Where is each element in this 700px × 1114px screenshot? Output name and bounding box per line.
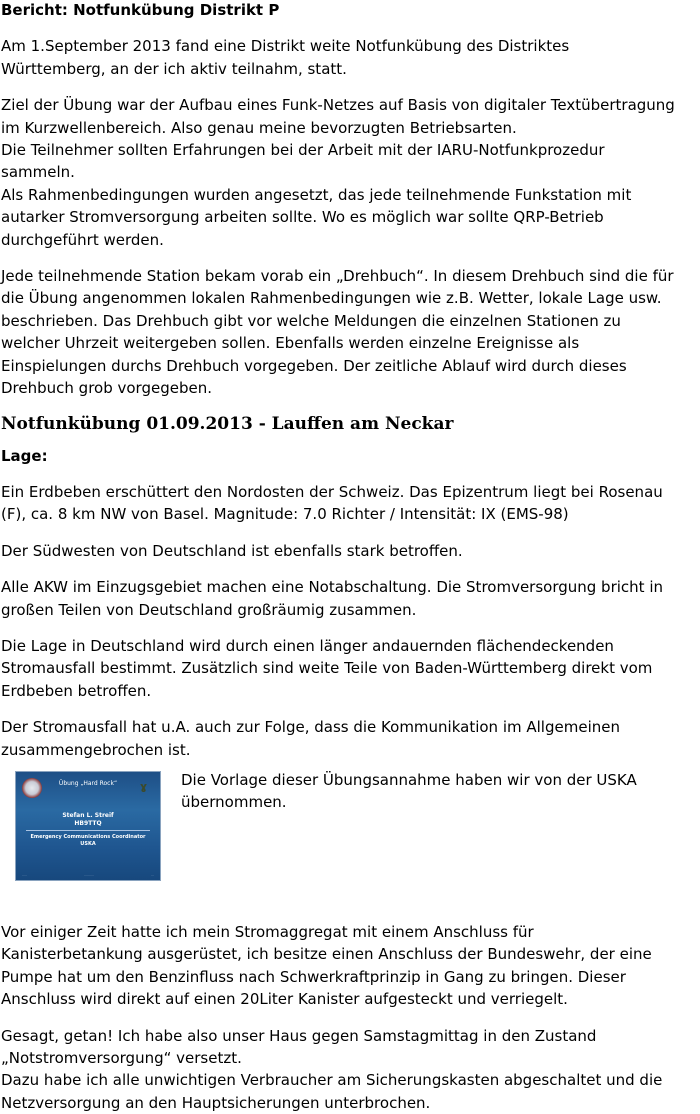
text-line: Kanisterbetankung ausgerüstet, ich besitze einen Anschluss der Bundeswehr, der eine — [1, 945, 652, 964]
akw-paragraph — [1, 576, 700, 621]
text-line: Ein Erdbeben erschüttert den Nordosten der Schweiz. Das Epizentrum liegt bei Rosenau — [1, 482, 663, 501]
text-line: Die Teilnehmer sollten Erfahrungen bei der Arbeit mit der IARU-Notfunkprozedur — [1, 141, 605, 160]
text-line: Einspielungen durchs Drehbuch vorgegeben. Der zeitliche Ablauf wird durch dieses — [1, 356, 627, 375]
script-paragraph — [1, 265, 700, 399]
text-line: Netzversorgung an den Hauptsicherungen unterbrochen. — [1, 1093, 431, 1112]
text-line: sammeln. — [1, 163, 75, 182]
slide-title: Übung „Hard Rock“ — [58, 779, 118, 787]
slide-role — [16, 834, 160, 848]
figure-caption — [181, 769, 681, 814]
germany-paragraph — [1, 635, 700, 702]
exercise-heading: Notfunkübung 01.09.2013 - Lauffen am Neckar — [1, 413, 454, 434]
text-line: Die Vorlage dieser Übungsannahme haben wir von der USKA — [181, 770, 637, 789]
text-line: beschrieben. Das Drehbuch gibt vor welche Meldungen die einzelnen Stationen zu — [1, 311, 621, 330]
intro-paragraph — [1, 35, 700, 80]
report-title: Bericht: Notfunkübung Distrikt P — [1, 1, 280, 19]
text-line: Jede teilnehmende Station bekam vorab ein „Drehbuch“. In diesem Drehbuch sind die für — [1, 267, 674, 286]
text-line: Pumpe hat um den Benzinfluss nach Schwerkraftprinzip in Gang zu bringen. Dieser — [1, 967, 626, 986]
slide-role-org: USKA — [80, 840, 96, 847]
goal-paragraph — [1, 94, 700, 251]
southwest-paragraph: Der Südwesten von Deutschland ist ebenfalls stark betroffen. — [1, 541, 463, 560]
slide-presenter — [16, 812, 160, 828]
figure-row — [1, 769, 700, 911]
document-page — [1, 0, 700, 1114]
text-line: Alle AKW im Einzugsgebiet machen eine Notabschaltung. Die Stromversorgung bricht in — [1, 578, 663, 597]
slide-footer: ····· ·········· ··· — [22, 872, 154, 877]
text-line: zusammengebrochen ist. — [1, 740, 191, 759]
text-line: die Übung angenommen lokalen Rahmenbedingungen wie z.B. Wetter, lokale Lage usw. — [1, 289, 662, 308]
text-line: „Notstromversorgung“ versetzt. — [1, 1049, 242, 1067]
blackout-paragraph — [1, 716, 700, 761]
antenna-logo-icon: ɣ — [140, 779, 148, 793]
text-line: Dazu habe ich alle unwichtigen Verbraucher am Sicherungskasten abgeschaltet und die — [1, 1071, 663, 1090]
text-line: übernommen. — [181, 793, 287, 812]
presentation-slide-image — [15, 771, 161, 881]
text-line: Drehbuch grob vorgegeben. — [1, 379, 212, 398]
text-line: großen Teilen von Deutschland großräumig zusammen. — [1, 600, 417, 619]
text-line: Gesagt, getan! Ich habe also unser Haus gegen Samstagmittag in den Zustand — [1, 1026, 597, 1045]
slide-presenter-callsign: HB9TTQ — [74, 819, 102, 827]
lage-label: Lage: — [1, 446, 48, 465]
quake-paragraph — [1, 481, 700, 526]
text-line: (F), ca. 8 km NW von Basel. Magnitude: 7.0 Richter / Intensität: IX (EMS-98) — [1, 505, 569, 524]
text-line: autarker Stromversorgung arbeiten sollte. Wo es möglich war sollte QRP-Betrieb — [1, 208, 604, 227]
generator-paragraph — [1, 921, 700, 1011]
text-line: Ziel der Übung war der Aufbau eines Funk-Netzes auf Basis von digitaler Textübertragung — [1, 96, 675, 115]
text-line: Erdbeben betroffen. — [1, 681, 152, 700]
slide-role-title: Emergency Communications Coordinator — [30, 833, 146, 840]
text-line: Stromausfall bestimmt. Zusätzlich sind weite Teile von Baden-Württemberg direkt vom — [1, 659, 653, 678]
text-line: welcher Uhrzeit weitergeben sollen. Ebenfalls werden einzelne Ereignisse als — [1, 334, 580, 353]
text-line: Württemberg, an der ich aktiv teilnahm, statt. — [1, 59, 347, 78]
text-line: Als Rahmenbedingungen wurden angesetzt, das jede teilnehmende Funkstation mit — [1, 185, 632, 204]
text-line: Am 1.September 2013 fand eine Distrikt weite Notfunkübung des Distriktes — [1, 37, 570, 56]
text-line: durchgeführt werden. — [1, 230, 164, 249]
slide-presenter-name: Stefan L. Streif — [62, 811, 114, 819]
text-line: Die Lage in Deutschland wird durch einen länger andauernden flächendeckenden — [1, 636, 614, 655]
text-line: Der Stromausfall hat u.A. auch zur Folge, dass die Kommunikation im Allgemeinen — [1, 718, 620, 737]
text-line: Vor einiger Zeit hatte ich mein Stromaggregat mit einem Anschluss für — [1, 922, 534, 941]
text-line: im Kurzwellenbereich. Also genau meine bevorzugten Betriebsarten. — [1, 118, 517, 137]
slide-divider — [26, 830, 150, 831]
text-line: Anschluss wird direkt auf einen 20Liter Kanister aufgesteckt und verriegelt. — [1, 990, 568, 1009]
